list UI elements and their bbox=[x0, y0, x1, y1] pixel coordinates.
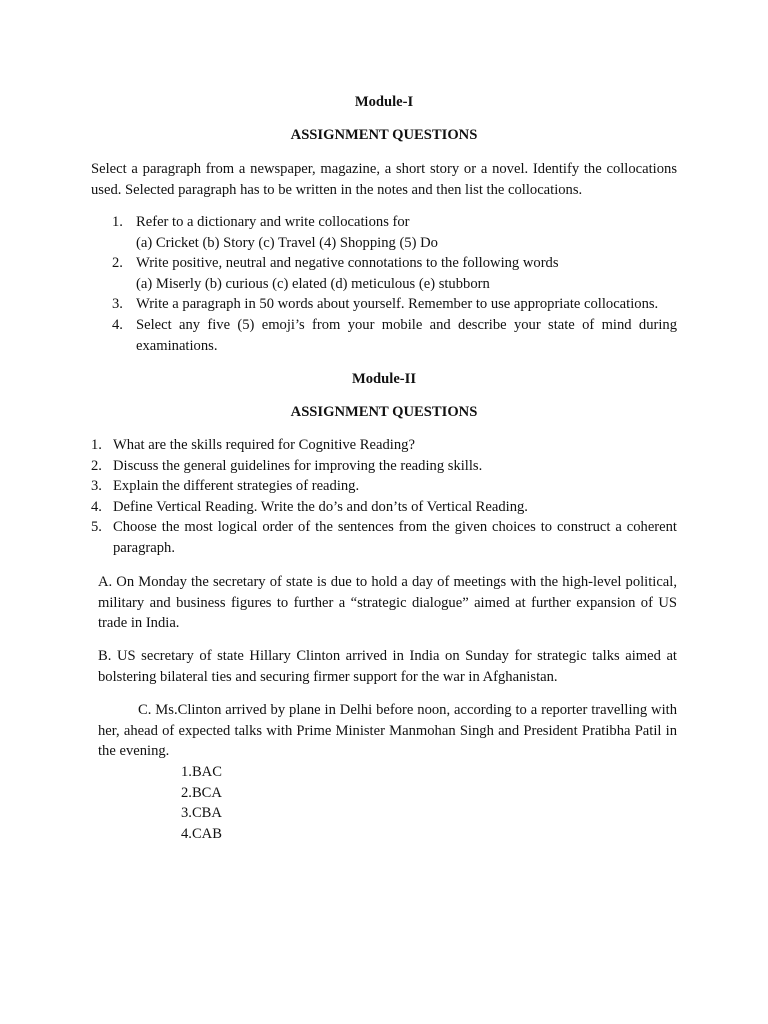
item-text: Write positive, neutral and negative connotations to the following words bbox=[136, 255, 559, 272]
item-number: 3. bbox=[112, 296, 123, 313]
answer-choice: 4.CAB bbox=[181, 825, 222, 842]
item-text: Define Vertical Reading. Write the do’s and don’ts of Vertical Reading. bbox=[113, 498, 528, 515]
item-number: 5. bbox=[91, 519, 102, 536]
module-1-title: Module-I bbox=[354, 94, 414, 110]
item-number: 2. bbox=[91, 457, 102, 474]
item-number: 4. bbox=[91, 498, 102, 515]
module-2-question-list bbox=[91, 435, 677, 559]
list-item bbox=[91, 517, 677, 558]
item-text: Select any five (5) emoji’s from your mobile and describe your state of mind during examinations. bbox=[136, 316, 677, 354]
module-1-question-list bbox=[91, 212, 677, 356]
module-1-intro: Select a paragraph from a newspaper, magazine, a short story or a novel. Identify the collocations used. Selected paragraph has to be written in the notes and then list the collocations. bbox=[91, 161, 677, 198]
list-item bbox=[91, 294, 677, 315]
module-1-heading: ASSIGNMENT QUESTIONS bbox=[290, 127, 478, 143]
answer-choice: 3.CBA bbox=[181, 805, 222, 822]
list-item bbox=[91, 435, 677, 456]
passage-c-text: C. Ms.Clinton arrived by plane in Delhi before noon, according to a reporter travelling with her, ahead of expected talks with Prime Minister Manmohan Singh and President Pratibha Patil in the evening. bbox=[98, 702, 677, 760]
passage-c bbox=[98, 700, 677, 762]
item-text: What are the skills required for Cognitive Reading? bbox=[113, 437, 415, 453]
list-item bbox=[91, 497, 677, 518]
list-item bbox=[91, 456, 677, 477]
module-2-heading: ASSIGNMENT QUESTIONS bbox=[290, 404, 478, 420]
item-subtext: (a) Miserly (b) curious (c) elated (d) meticulous (e) stubborn bbox=[136, 275, 490, 292]
list-item bbox=[91, 253, 677, 294]
answer-choice: 2.BCA bbox=[181, 784, 222, 801]
passage-b: B. US secretary of state Hillary Clinton arrived in India on Sunday for strategic talks aimed at bolstering bilateral ties and securing firmer support for the war in Afghanistan. bbox=[98, 648, 677, 685]
list-item bbox=[91, 476, 677, 497]
item-text: Refer to a dictionary and write collocations for bbox=[136, 214, 410, 230]
item-number: 1. bbox=[112, 214, 123, 230]
item-text: Explain the different strategies of reading. bbox=[113, 478, 360, 495]
item-number: 2. bbox=[112, 255, 123, 272]
item-number: 3. bbox=[91, 478, 102, 495]
item-text: Discuss the general guidelines for improving the reading skills. bbox=[113, 457, 483, 474]
item-number: 1. bbox=[91, 437, 102, 453]
item-text: Choose the most logical order of the sentences from the given choices to construct a coherent paragraph. bbox=[113, 519, 677, 556]
item-number: 4. bbox=[112, 316, 123, 333]
answer-choice: 1.BAC bbox=[181, 764, 222, 780]
item-subtext: (a) Cricket (b) Story (c) Travel (4) Shopping (5) Do bbox=[136, 234, 438, 251]
list-item bbox=[91, 212, 677, 253]
item-text: Write a paragraph in 50 words about yourself. Remember to use appropriate collocations. bbox=[136, 296, 659, 313]
list-item bbox=[91, 315, 677, 356]
answer-choices bbox=[181, 762, 222, 844]
module-2-title: Module-II bbox=[351, 371, 417, 387]
passage-a: A. On Monday the secretary of state is due to hold a day of meetings with the high-level political, military and business figures to further a “strategic dialogue” aimed at further expansion of US trade in India. bbox=[98, 574, 677, 632]
